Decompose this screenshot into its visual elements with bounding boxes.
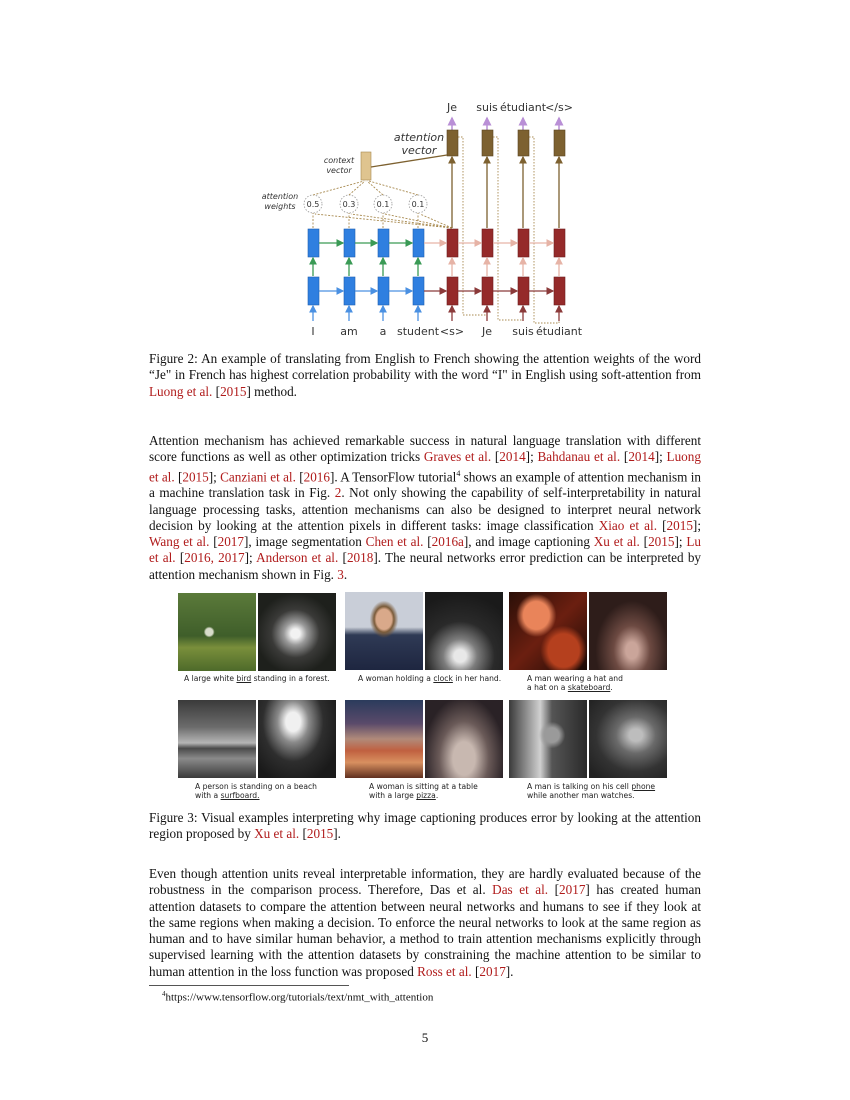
footnote-url[interactable]: https://www.tensorflow.org/tutorials/text/nmt_with_attention [165, 991, 434, 1004]
example-pair-surfboard [178, 700, 336, 778]
citation-link[interactable]: Das et al. [492, 882, 549, 898]
output-word: étudiant [499, 101, 547, 114]
figure-ref-link[interactable]: 2 [334, 485, 342, 501]
citation-year-link[interactable]: 2015 [306, 826, 334, 842]
citation-link[interactable]: Xu et al. [254, 826, 300, 842]
caption-bird: A large white bird standing in a forest. [184, 674, 330, 683]
citation-year-link[interactable]: 2016 [303, 468, 330, 484]
figure-ref-link[interactable]: 3 [337, 566, 344, 582]
citation-link[interactable]: Chen et al. [365, 534, 424, 550]
input-word: étudiant [535, 325, 583, 338]
footnote-divider [149, 985, 349, 986]
context-vector-box [361, 152, 371, 180]
photo-woman [345, 592, 423, 670]
attention-weight: 0.3 [342, 200, 356, 209]
caption-clock: A woman holding a clock in her hand. [358, 674, 502, 683]
citation-year-link[interactable]: 2015 [220, 383, 247, 399]
highlighted-word: surfboard. [220, 791, 260, 801]
citation-link[interactable]: Graves et al. [423, 449, 492, 465]
attention-map-bird [258, 593, 336, 671]
highlighted-word: skateboard [567, 683, 611, 693]
context-vector-label: context [323, 156, 355, 165]
highlighted-word: pizza [416, 791, 436, 801]
output-word: suis [476, 101, 498, 114]
citation-year-link[interactable]: 2017 [479, 963, 506, 979]
output-word: </s> [545, 101, 573, 114]
attention-map-phone [589, 700, 667, 778]
input-word: I [311, 325, 315, 338]
citation-link[interactable]: Anderson et al. [256, 550, 339, 566]
citation-link[interactable]: Xiao et al. [598, 517, 657, 533]
citation-link[interactable]: Canziani et al. [220, 468, 296, 484]
input-word: student [396, 325, 440, 338]
input-word: <s> [439, 325, 465, 338]
photo-man-violin [509, 592, 587, 670]
input-word: a [379, 325, 387, 338]
attention-map-pizza [425, 700, 503, 778]
highlighted-word: phone [631, 782, 656, 791]
footnote-mark: 4 [162, 990, 166, 998]
svg-text:vector: vector [326, 166, 352, 175]
attention-weight: 0.1 [411, 200, 425, 209]
footnote-ref[interactable]: 4 [456, 468, 461, 478]
svg-text:weights: weights [264, 202, 296, 211]
example-pair-bird [178, 593, 336, 671]
citation-year-link[interactable]: 2016a [431, 534, 464, 550]
highlighted-word: clock [433, 674, 453, 683]
figure-2-attention-diagram [255, 95, 600, 345]
svg-text:vector: vector [401, 144, 437, 157]
paragraph-human-attention: Even though attention units reveal interpretable information, they are hardly evaluated because of the robustness in the comparison process. Therefore, Das et al. Das et al. [2017] has created human attention datasets to compare the attention between neural networks and humans to see if they look at the same regions when making a decision. To enforce the neural networks to look at the same region as human and to have similar human behavior, a method to train attention mechanisms explicitly through supervised learning with the attention datasets by constraining the machine attention to be similar to human attention in the loss function was proposed Ross et al. [2017]. [149, 866, 701, 979]
footnote [162, 990, 433, 1004]
attention-map-clock [425, 592, 503, 670]
citation-link[interactable]: Xu et al. [593, 534, 640, 550]
caption-phone: A man is talking on his cell phone while another man watches. [527, 782, 656, 801]
citation-year-link[interactable]: 2017 [559, 882, 586, 898]
citation-year-link[interactable]: 2015 [666, 517, 693, 533]
photo-bird-forest [178, 593, 256, 671]
page-number: 5 [421, 1030, 429, 1045]
caption-skateboard: A man wearing a hat and a hat on a skateboard. [527, 674, 623, 693]
output-word: Je [446, 101, 458, 114]
example-pair-pizza [345, 700, 503, 778]
citation-link[interactable]: Lu et al. [149, 534, 701, 566]
figure-2-caption: Figure 2: An example of translating from English to French showing the attention weights of the word “Je" in French has highest correlation probability with the word “I" in English using soft-attention from Luong et al. [2015] method. [149, 351, 701, 399]
figure-3-captioning-examples [175, 590, 675, 805]
attention-map-surfboard [258, 700, 336, 778]
citation-link[interactable]: Luong et al. [149, 449, 701, 484]
paragraph-attention-mechanism: Attention mechanism has achieved remarkable success in natural language translation with different score functions as well as other optimization tricks Graves et al. [2014]; Bahdanau et al. [2014]; Luong et al. [2015]; Canziani et al. [2016]. A TensorFlow tutorial$^4$ shows an example of attention mechanism in a machine translation task in Fig. 2. Not only showing the capability of self-interpretability in natural language processing tasks, attention mechanisms can also be designed to interpret neural network decision by looking at the attention pixels in different tasks: image classification Xiao et al. [2015]; Wang et al. [2017], image segmentation Chen et al. [2016a], and image captioning Xu et al. [2015]; Lu et al. [2016, 2017]; Anderson et al. [2018]. The neural networks error prediction can be interpreted by attention mechanism shown in Fig. 3. [149, 433, 702, 582]
citation-year-link[interactable]: 2018 [346, 550, 374, 566]
seq2seq-attention-diagram [255, 95, 600, 345]
citation-year-link[interactable]: 2016, 2017 [184, 550, 245, 566]
citation-year-link[interactable]: 2017 [217, 534, 244, 550]
photo-market-stall [345, 700, 423, 778]
attention-vector-boxes [447, 130, 565, 156]
input-word: Je [481, 325, 493, 338]
attention-map-skateboard [589, 592, 667, 670]
attention-vector-label: attention [393, 131, 445, 144]
input-word: suis [512, 325, 534, 338]
caption-surfboard: A person is standing on a beach with a surfboard. [195, 782, 317, 801]
attention-weight: 0.1 [376, 200, 390, 209]
caption-pizza: A woman is sitting at a table with a large pizza. [369, 782, 478, 801]
photo-windsurfer [178, 700, 256, 778]
citation-year-link[interactable]: 2015 [182, 468, 209, 484]
input-word: am [340, 325, 358, 338]
citation-link[interactable]: Bahdanau et al. [537, 449, 621, 465]
example-pair-clock [345, 592, 503, 670]
citation-link[interactable]: Wang et al. [149, 534, 210, 550]
citation-year-link[interactable]: 2014 [499, 449, 526, 465]
attention-weights-label: attention [261, 192, 299, 201]
figure-3-caption: Figure 3: Visual examples interpreting why image captioning produces error by looking at the attention region proposed by Xu et al. [2015]. [149, 810, 701, 842]
citation-year-link[interactable]: 2014 [628, 449, 655, 465]
attention-weight: 0.5 [306, 200, 320, 209]
highlighted-word: bird [236, 674, 252, 683]
example-pair-skateboard [509, 592, 667, 670]
citation-link[interactable]: Ross et al. [417, 963, 472, 979]
example-pair-phone [509, 700, 667, 778]
citation-year-link[interactable]: 2015 [648, 534, 675, 550]
citation-link[interactable]: Luong et al. [149, 383, 213, 399]
photo-man-phone [509, 700, 587, 778]
